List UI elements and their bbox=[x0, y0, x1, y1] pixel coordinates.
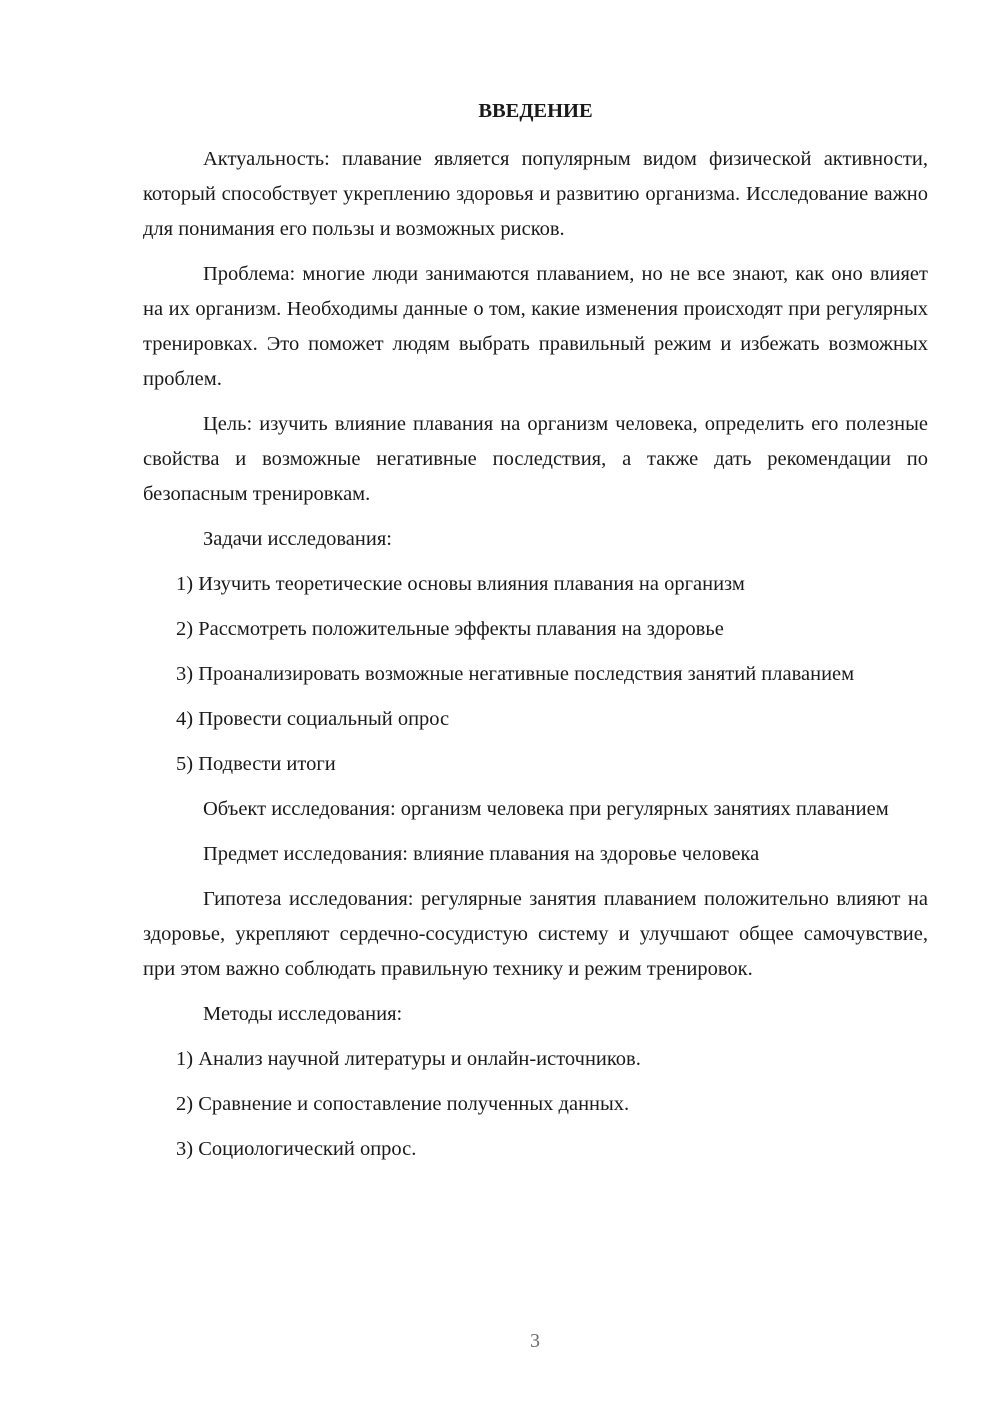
method-item-2: 2) Сравнение и сопоставление полученных данных. bbox=[176, 1093, 630, 1115]
subject-paragraph: Предмет исследования: влияние плавания на здоровье человека bbox=[203, 843, 760, 865]
section-title: ВВЕДЕНИЕ bbox=[478, 100, 593, 122]
tasks-heading: Задачи исследования: bbox=[203, 528, 392, 550]
object-paragraph: Объект исследования: организм человека при регулярных занятиях плаванием bbox=[203, 798, 889, 820]
task-item-4: 4) Провести социальный опрос bbox=[176, 708, 450, 730]
methods-heading: Методы исследования: bbox=[203, 1003, 403, 1025]
relevance-paragraph: Актуальность: плавание является популярным видом физической активности, который способствует укреплению здоровья и развитию организма. Исследование важно для понимания его пользы и возможных рисков. bbox=[143, 148, 928, 240]
method-item-3: 3) Социологический опрос. bbox=[176, 1138, 417, 1160]
hypothesis-paragraph: Гипотеза исследования: регулярные занятия плаванием положительно влияют на здоровье, укрепляют сердечно-сосудистую систему и улучшают общее самочувствие, при этом важно соблюдать правильную технику и режим тренировок. bbox=[143, 888, 928, 980]
task-item-2: 2) Рассмотреть положительные эффекты плавания на здоровье bbox=[176, 618, 724, 640]
method-item-1: 1) Анализ научной литературы и онлайн-источников. bbox=[176, 1048, 641, 1070]
task-item-3: 3) Проанализировать возможные негативные последствия занятий плаванием bbox=[176, 663, 855, 685]
goal-paragraph: Цель: изучить влияние плавания на организм человека, определить его полезные свойства и возможные негативные последствия, а также дать рекомендации по безопасным тренировкам. bbox=[143, 413, 928, 505]
page-number: 3 bbox=[530, 1330, 540, 1352]
document-page bbox=[143, 96, 928, 1177]
task-item-5: 5) Подвести итоги bbox=[176, 753, 336, 775]
problem-paragraph: Проблема: многие люди занимаются плаванием, но не все знают, как оно влияет на их организм. Необходимы данные о том, какие изменения происходят при регулярных тренировках. Это поможет людям выбрать правильный режим и избежать возможных проблем. bbox=[143, 263, 928, 390]
task-item-1: 1) Изучить теоретические основы влияния плавания на организм bbox=[176, 573, 745, 595]
